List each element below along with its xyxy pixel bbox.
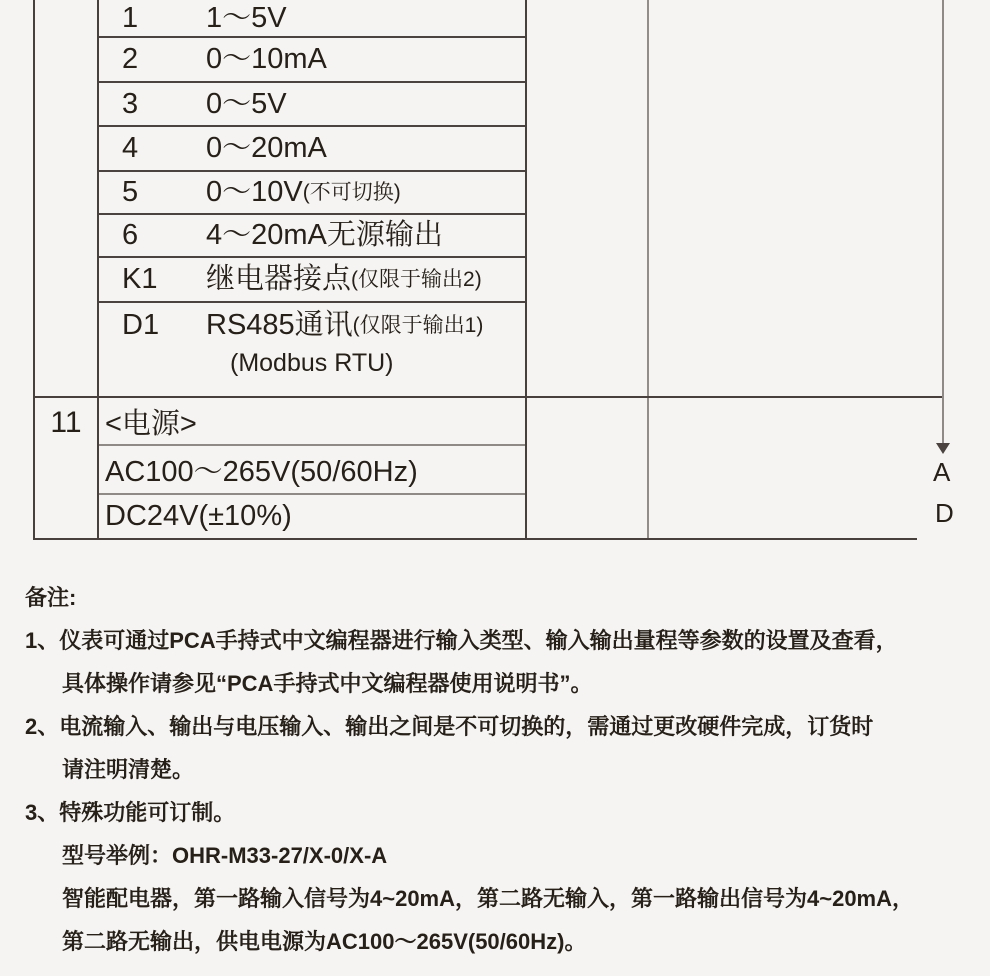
table-row [98,172,526,215]
table-row [98,215,526,258]
table-left-border [33,0,35,540]
table-row [98,258,526,303]
option-note: (仅限于输出1) [352,314,484,337]
table-bottom-border [33,538,917,540]
notes-heading: 备注: [25,585,77,610]
note-line: 请注明清楚。 [62,757,195,782]
option-note: (不可切换) [302,181,401,204]
option-value: 1～5V [206,1,287,34]
value-column-border [525,0,527,540]
power-ac-cell: AC100～265V(50/60Hz) [98,446,526,495]
arrow-down-icon [936,443,950,454]
modbus-line: (Modbus RTU) [230,349,394,377]
option-code: 1 [122,1,139,34]
middle-column-border [647,0,649,540]
option-code: 6 [122,219,139,251]
note-line: 型号举例：OHR-M33-27/X-0/X-A [62,843,388,868]
note-line: 2、电流输入、输出与电压输入、输出之间是不可切换的，需通过更改硬件完成，订货时 [25,714,874,739]
power-header-cell: <电源> [98,398,526,446]
option-value: 0～10V [206,176,303,208]
option-code: 3 [122,87,139,120]
note-line: 第二路无输出，供电电源为AC100～265V(50/60Hz)。 [62,929,587,954]
power-row-top-border [33,396,944,398]
table-row [98,303,526,396]
option-code: 2 [122,43,139,75]
leader-line [942,0,944,443]
option-code: K1 [122,263,158,295]
table-row [98,0,526,38]
option-value: 0～5V [206,87,287,120]
table-row [98,38,526,83]
index-column-border [97,0,99,540]
code-label-d: D [935,498,954,528]
note-line: 1、仪表可通过PCA手持式中文编程器进行输入类型、输入输出量程等参数的设置及查看， [25,628,898,653]
option-note: (仅限于输出2) [351,268,482,291]
note-line: 具体操作请参见“PCA手持式中文编程器使用说明书”。 [62,671,593,696]
option-value: 0～10mA [206,43,327,75]
code-label-a: A [933,457,951,487]
option-value: 继电器接点 [206,263,352,295]
option-code: 5 [122,176,139,208]
note-line: 智能配电器，第一路输入信号为4~20mA，第二路无输入，第一路输出信号为4~20mA， [62,886,915,911]
option-code: D1 [122,309,160,341]
option-value: 4～20mA无源输出 [206,219,443,251]
power-dc-cell: DC24V(±10%) [105,500,292,532]
option-value: RS485通讯 [206,309,353,341]
note-line: 3、特殊功能可订制。 [25,800,236,825]
notes-section [0,576,990,963]
option-code: 4 [122,132,139,164]
option-value: 0～20mA [206,132,327,164]
table-row [98,83,526,127]
table-row [98,127,526,172]
power-index-cell: 11 [50,406,82,439]
